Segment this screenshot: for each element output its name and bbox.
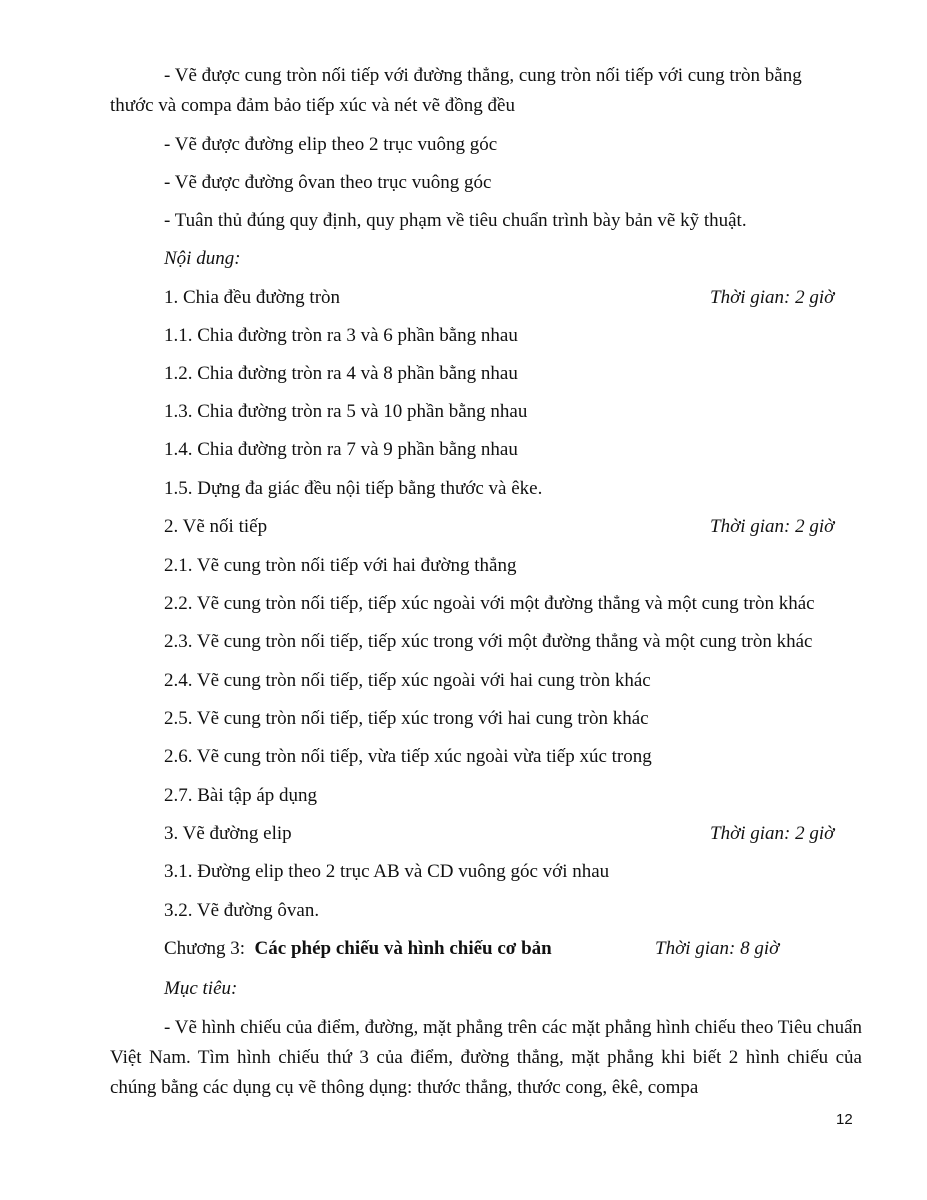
section-2-title: 2. Vẽ nối tiếp xyxy=(164,516,268,537)
page-number: 12 xyxy=(836,1111,853,1128)
section-2-item: 2.3. Vẽ cung tròn nối tiếp, tiếp xúc trong với một đường thẳng và một cung tròn khác xyxy=(164,631,813,652)
section-2-item: 2.1. Vẽ cung tròn nối tiếp với hai đường thẳng xyxy=(164,555,517,576)
section-1-item: 1.5. Dựng đa giác đều nội tiếp bằng thước và êke. xyxy=(164,478,543,499)
section-3-time: Thời gian: 2 giờ xyxy=(710,823,835,844)
chapter-time: Thời gian: 8 giờ xyxy=(655,938,780,959)
intro-line-3: - Vẽ được đường ôvan theo trục vuông góc xyxy=(164,172,492,193)
chapter-heading xyxy=(164,934,552,964)
section-1-item: 1.3. Chia đường tròn ra 5 và 10 phần bằng nhau xyxy=(164,401,528,422)
section-1-item: 1.4. Chia đường tròn ra 7 và 9 phần bằng nhau xyxy=(164,439,518,460)
objective-paragraph: - Vẽ hình chiếu của điểm, đường, mặt phẳng trên các mặt phẳng hình chiếu theo Tiêu chuẩn Việt Nam. Tìm hình chiếu thứ 3 của điểm, đường thẳng, mặt phẳng khi biết 2 hình chiếu của chúng bằng các dụng cụ vẽ thông dụng: thước thẳng, thước cong, êkê, compa xyxy=(110,1017,863,1098)
section-2-item: 2.6. Vẽ cung tròn nối tiếp, vừa tiếp xúc ngoài vừa tiếp xúc trong xyxy=(164,746,652,767)
intro-line-1: - Vẽ được cung tròn nối tiếp với đường thẳng, cung tròn nối tiếp với cung tròn bằng xyxy=(164,65,802,86)
chapter-prefix: Chương 3: xyxy=(164,938,246,959)
section-3-title: 3. Vẽ đường elip xyxy=(164,823,292,844)
intro-line-1-continued: thước và compa đảm bảo tiếp xúc và nét vẽ đồng đều xyxy=(110,95,515,116)
section-2-item: 2.7. Bài tập áp dụng xyxy=(164,785,318,806)
section-2-item: 2.2. Vẽ cung tròn nối tiếp, tiếp xúc ngoài với một đường thẳng và một cung tròn khác xyxy=(164,593,815,614)
intro-line-2: - Vẽ được đường elip theo 2 trục vuông góc xyxy=(164,134,498,155)
section-1-item: 1.2. Chia đường tròn ra 4 và 8 phần bằng nhau xyxy=(164,363,518,384)
section-2-item: 2.5. Vẽ cung tròn nối tiếp, tiếp xúc trong với hai cung tròn khác xyxy=(164,708,649,729)
section-3-item: 3.1. Đường elip theo 2 trục AB và CD vuông góc với nhau xyxy=(164,861,610,882)
objectives-label: Mục tiêu: xyxy=(164,978,238,999)
intro-line-4: - Tuân thủ đúng quy định, quy phạm về tiêu chuẩn trình bày bản vẽ kỹ thuật. xyxy=(164,210,747,231)
content-label: Nội dung: xyxy=(164,248,241,269)
section-2-time: Thời gian: 2 giờ xyxy=(710,516,835,537)
section-3-item: 3.2. Vẽ đường ôvan. xyxy=(164,900,320,921)
chapter-title: Các phép chiếu và hình chiếu cơ bản xyxy=(254,938,552,959)
section-1-time: Thời gian: 2 giờ xyxy=(710,287,835,308)
section-2-item: 2.4. Vẽ cung tròn nối tiếp, tiếp xúc ngoài với hai cung tròn khác xyxy=(164,670,651,691)
section-1-title: 1. Chia đều đường tròn xyxy=(164,287,341,308)
section-1-item: 1.1. Chia đường tròn ra 3 và 6 phần bằng nhau xyxy=(164,325,518,346)
